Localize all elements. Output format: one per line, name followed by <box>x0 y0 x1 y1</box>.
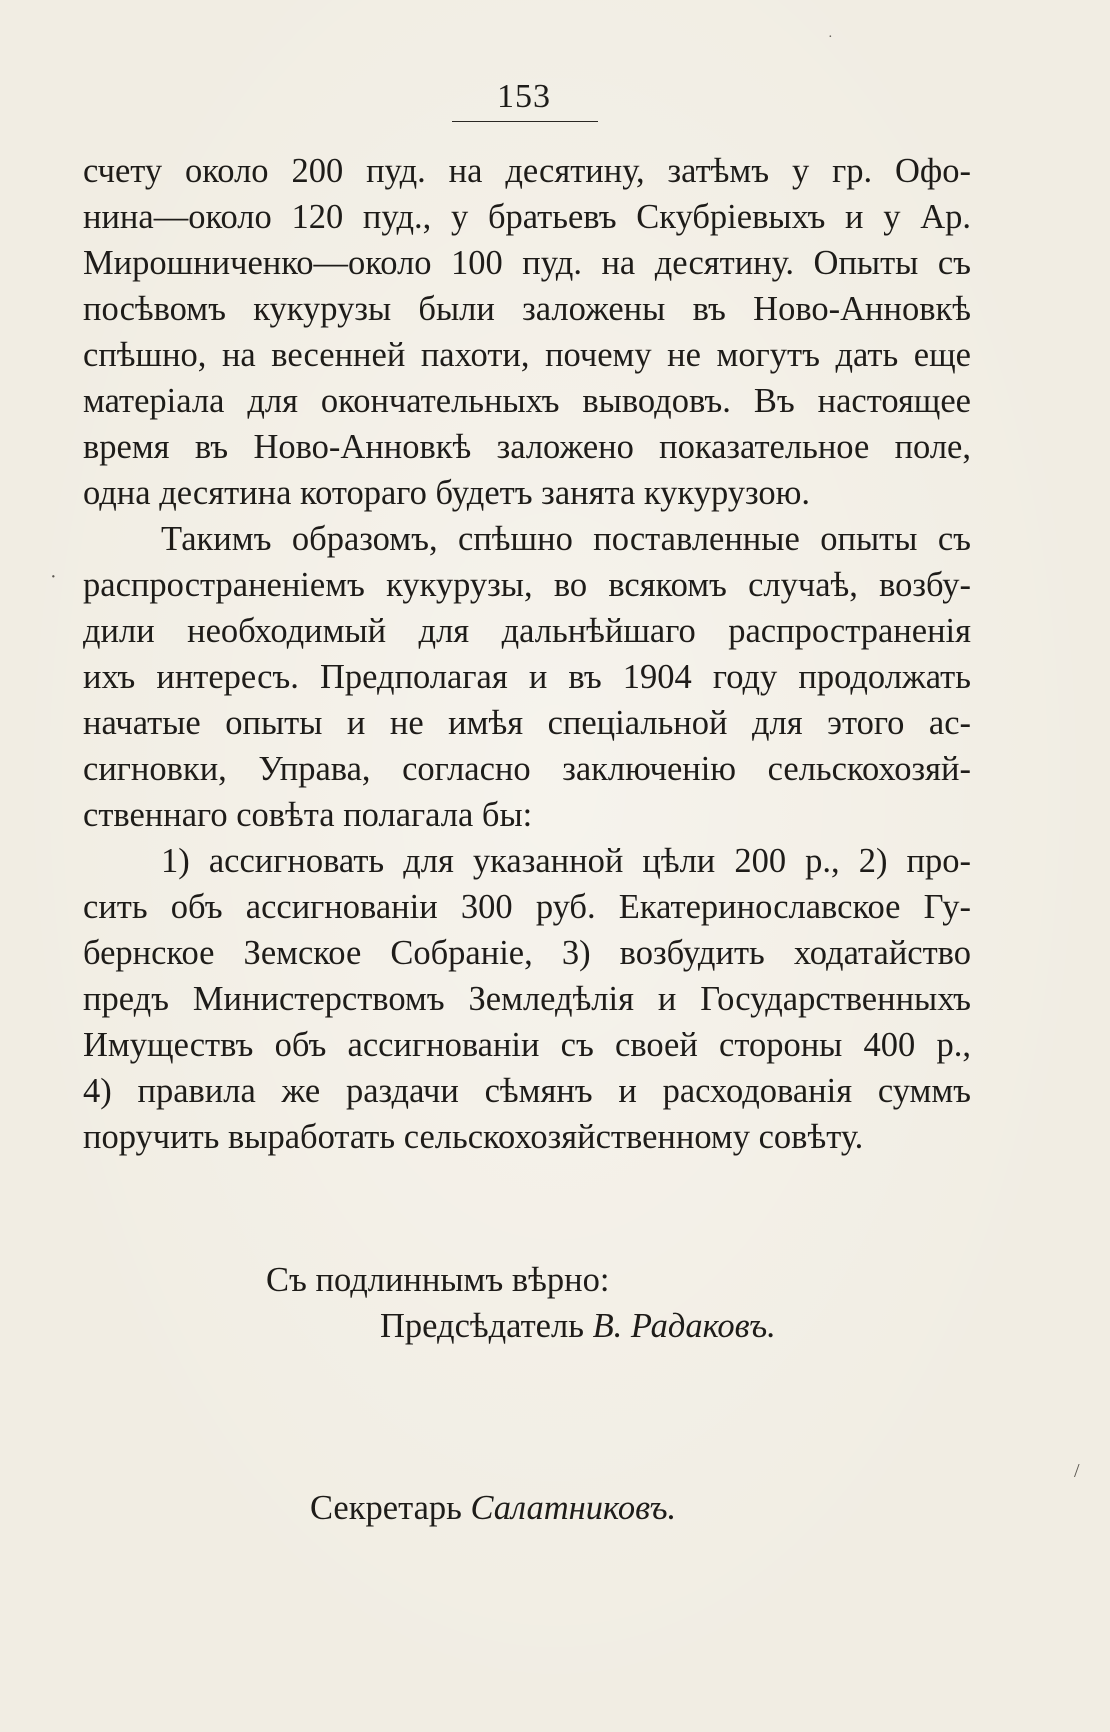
text-line: Мирошниченко—около 100 пуд. на десятину. Опыты съ <box>83 244 971 282</box>
page-number: 153 <box>497 78 551 115</box>
text-line: сигновки, Управа, согласно заключенію сельскохозяй- <box>83 750 971 788</box>
text-line: ихъ интересъ. Предполагая и въ 1904 году продолжать <box>83 658 971 696</box>
body-text <box>83 148 971 1160</box>
chairman-name: В. Радаковъ. <box>592 1307 776 1345</box>
page-number-rule <box>452 121 598 122</box>
text-line: начатые опыты и не имѣя спеціальной для этого ас- <box>83 704 971 742</box>
text-line: счету около 200 пуд. на десятину, затѣмъ у гр. Офо- <box>83 152 971 190</box>
secretary-title: Секретарь <box>310 1489 462 1527</box>
chairman-title: Предсѣдатель <box>380 1307 584 1345</box>
text-line: сить объ ассигнованіи 300 руб. Екатеринославское Гу- <box>83 888 971 926</box>
text-line: матеріала для окончательныхъ выводовъ. Въ настоящее <box>83 382 971 420</box>
text-line: предъ Министерствомъ Земледѣлія и Государственныхъ <box>83 980 971 1018</box>
corner-mark: · <box>828 30 833 45</box>
text-line: нина—около 120 пуд., у братьевъ Скубріевыхъ и у Ар. <box>83 198 971 236</box>
text-line: Имуществъ объ ассигнованіи съ своей стороны 400 р., <box>83 1026 971 1064</box>
text-line: ственнаго совѣта полагала бы: <box>83 796 533 834</box>
text-line: поручить выработать сельскохозяйственному совѣту. <box>83 1118 864 1156</box>
text-line: дили необходимый для дальнѣйшаго распространенія <box>83 612 971 650</box>
text-line: 4) правила же раздачи сѣмянъ и расходованія суммъ <box>83 1072 971 1110</box>
margin-dot: · <box>50 566 57 588</box>
secretary-name: Салатниковъ. <box>470 1489 677 1527</box>
text-line: распространеніемъ кукурузы, во всякомъ случаѣ, возбу- <box>83 566 971 604</box>
chairman-signature <box>380 1304 776 1348</box>
secretary-signature <box>310 1486 676 1530</box>
text-line: время въ Ново-Анновкѣ заложено показательное поле, <box>83 428 971 466</box>
paragraph-start-line: 1) ассигновать для указанной цѣли 200 р., 2) про- <box>161 842 971 880</box>
text-line: одна десятина котораго будетъ занята кукурузою. <box>83 474 811 512</box>
text-line: посѣвомъ кукурузы были заложены въ Ново-Анновкѣ <box>83 290 971 328</box>
text-line: спѣшно, на весенней пахоти, почему не могутъ дать еще <box>83 336 971 374</box>
certification-line: Съ подлиннымъ вѣрно: <box>266 1261 610 1299</box>
margin-mark: / <box>1074 1460 1080 1482</box>
paragraph-start-line: Такимъ образомъ, спѣшно поставленные опыты съ <box>161 520 971 558</box>
text-line: бернское Земское Собраніе, 3) возбудить ходатайство <box>83 934 971 972</box>
